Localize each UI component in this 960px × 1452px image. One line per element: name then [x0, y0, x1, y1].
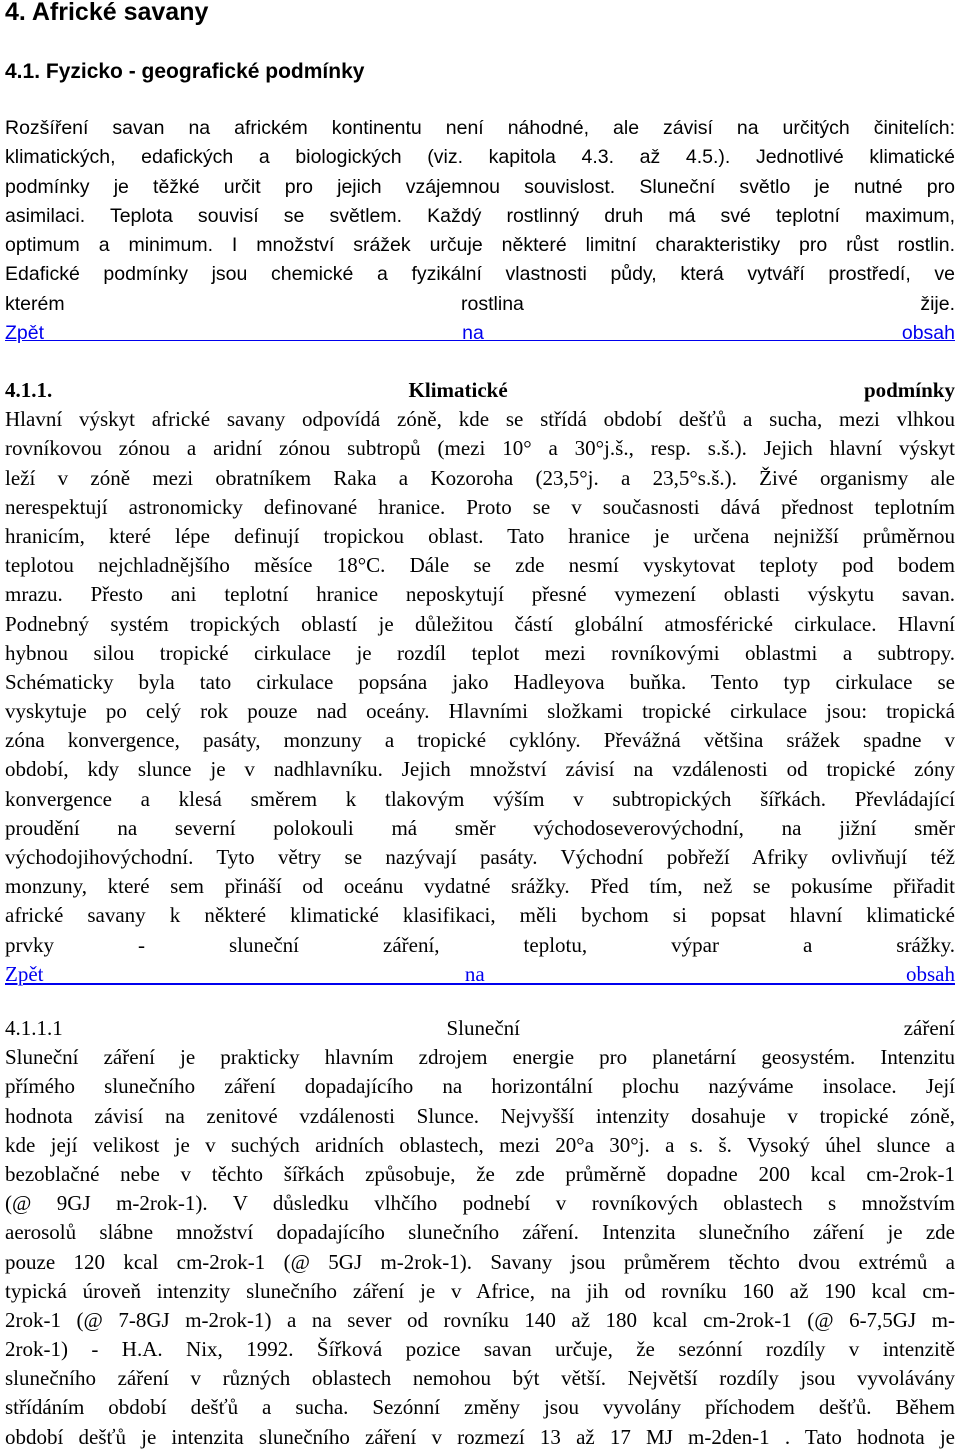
text-line: rovníkovou zónou a aridní zónou subtropů (mezi 10° a 30°j.š., resp. s.š.). Jejich hlavní výskyt: [5, 436, 955, 461]
text-line: vyskytuje po celý rok pouze nad oceány. Hlavními složkami tropické cirkulace jsou: tropická: [5, 699, 955, 724]
text-line: hybnou silou tropické cirkulace je rozdíl teplot mezi rovníkovými oblastmi a subtropy.: [5, 640, 955, 665]
text-line: Edafické podmínky jsou chemické a fyzikální vlastnosti půdy, která vytváří prostředí, ve: [5, 263, 955, 286]
text-line: nerespektují astronomicky definované hranice. Proto se v současnosti dává přednost teplotním: [5, 494, 955, 519]
text-line: monzuny, které sem přináší od oceánu vydatné srážky. Před tím, než se pokusíme přiřadit: [5, 874, 955, 899]
text-line: konvergence a klesá směrem k tlakovým výším v subtropických šířkách. Převládající: [5, 786, 955, 811]
text-line: podmínky je těžké určit pro jejich vzájemnou souvislost. Sluneční světlo je nutné pro: [5, 175, 955, 198]
text-line: teplotou nejchladnějšího měsíce 18°C. Dále se zde nesmí vyskytovat teploty pod bodem: [5, 553, 955, 578]
text-line: východojihovýchodní. Tyto větry se nazývají pasáty. Východní pobřeží Afriky ovlivňují též: [5, 845, 955, 869]
text-line: Rozšíření savan na africkém kontinentu není náhodné, ale závisí na určitých činitelích:: [5, 117, 955, 139]
text-line: hranicím, které lépe definují tropickou oblast. Tato hranice je určena nejnižší průměrnou: [5, 523, 955, 548]
text-line: přímého slunečního záření dopadajícího na horizontální plochu nazýváme insolace. Její: [5, 1074, 955, 1099]
text-line: období dešťů je intenzita slunečního záření v rozmezí 13 až 17 MJ m-2den-1 . Tato hodnota je: [5, 1424, 955, 1449]
text-line: pouze 120 kcal cm-2rok-1 (@ 5GJ m-2rok-1). Savany jsou průměrem těchto dvou extrémů a: [5, 1249, 955, 1274]
climate-section: [5, 376, 955, 989]
text-line: hodnota závisí na zenitové vzdálenosti Slunce. Nejvyšší intenzity dosahuje v tropické zóně,: [5, 1103, 955, 1128]
text-line: kterém rostlina žije.: [5, 292, 955, 315]
text-line: typická úroveň intenzity slunečního záření je v Africe, na jih od rovníku 160 až 190 kcal cm-: [5, 1278, 955, 1303]
solar-radiation-heading: 4.1.1.1 Sluneční záření: [5, 1016, 955, 1040]
section-heading: 4.1. Fyzicko - geografické podmínky: [5, 60, 365, 83]
text-line: optimum a minimum. I množství srážek určuje některé limitní charakteristiky pro růst rostlin.: [5, 234, 955, 257]
chapter-heading: 4. Africké savany: [5, 0, 209, 26]
text-line: střídáním období dešťů a sucha. Sezónní změny jsou vyvolány příchodem dešťů. Během: [5, 1395, 955, 1420]
text-line: kde její velikost je v suchých aridních oblastech, mezi 20°a 30°j. a s. š. Vysoký úhel slunce a: [5, 1132, 955, 1157]
solar-radiation-section: [5, 1014, 955, 1452]
text-line: Sluneční záření je prakticky hlavním zdrojem energie pro planetární geosystém. Intenzitu: [5, 1045, 955, 1070]
text-line: období, kdy slunce je v nadhlavníku. Jejich množství závisí na vzdálenosti od tropické zóny: [5, 757, 955, 782]
text-line: Schématicky byla tato cirkulace popsána jako Hadleyova buňka. Tento typ cirkulace se: [5, 669, 955, 694]
intro-paragraph: [5, 114, 955, 348]
text-line: bezoblačné nebe v těchto šířkách způsobuje, že zde průměrně dopadne 200 kcal cm-2rok-1: [5, 1161, 955, 1186]
text-line: Hlavní výskyt africké savany odpovídá zóně, kde se střídá období dešťů a sucha, mezi vlhkou: [5, 407, 955, 432]
text-line: slunečního záření v různých oblastech nemohou být větší. Největší rozdíly jsou vyvolávány: [5, 1366, 955, 1391]
text-line: aerosolů slábne množství dopadajícího slunečního záření. Intenzita slunečního záření je zde: [5, 1220, 955, 1245]
climate-heading: 4.1.1. Klimatické podmínky: [5, 378, 955, 402]
text-line: prvky - sluneční záření, teplotu, výpar a srážky.: [5, 932, 955, 957]
text-line: proudění na severní polokouli má směr východoseverovýchodní, na jižní směr: [5, 815, 955, 840]
text-line: africké savany k některé klimatické klasifikaci, měli bychom si popsat hlavní klimatické: [5, 903, 955, 928]
text-line: 2rok-1 (@ 7-8GJ m-2rok-1) a na sever od rovníku 140 až 180 kcal cm-2rok-1 (@ 6-7,5GJ m-: [5, 1307, 955, 1332]
text-line: 2rok-1) - H.A. Nix, 1992. Šířková pozice savan určuje, že sezónní rozdíly v intenzitě: [5, 1337, 955, 1362]
text-line: Podnebný systém tropických oblastí je důležitou částí globální atmosférické cirkulace. Hlavní: [5, 611, 955, 636]
back-to-contents-link[interactable]: Zpět na obsah: [5, 961, 955, 986]
text-line: (@ 9GJ m-2rok-1). V důsledku vlhčího podnebí v rovníkových oblastech s množstvím: [5, 1191, 955, 1216]
back-to-contents-link[interactable]: Zpět na obsah: [5, 322, 955, 345]
text-line: asimilaci. Teplota souvisí se světlem. Každý rostlinný druh má své teplotní maximum,: [5, 204, 955, 227]
text-line: mrazu. Přesto ani teplotní hranice neposkytují přesné vymezení oblasti výskytu savan.: [5, 582, 955, 607]
text-line: klimatických, edafických a biologických (viz. kapitola 4.3. až 4.5.). Jednotlivé klimatické: [5, 146, 955, 169]
text-line: leží v zóně mezi obratníkem Raka a Kozoroha (23,5°j. a 23,5°s.š.). Živé organismy ale: [5, 465, 955, 490]
text-line: zóna konvergence, pasáty, monzuny a tropické cyklóny. Převážná většina srážek spadne v: [5, 728, 955, 753]
